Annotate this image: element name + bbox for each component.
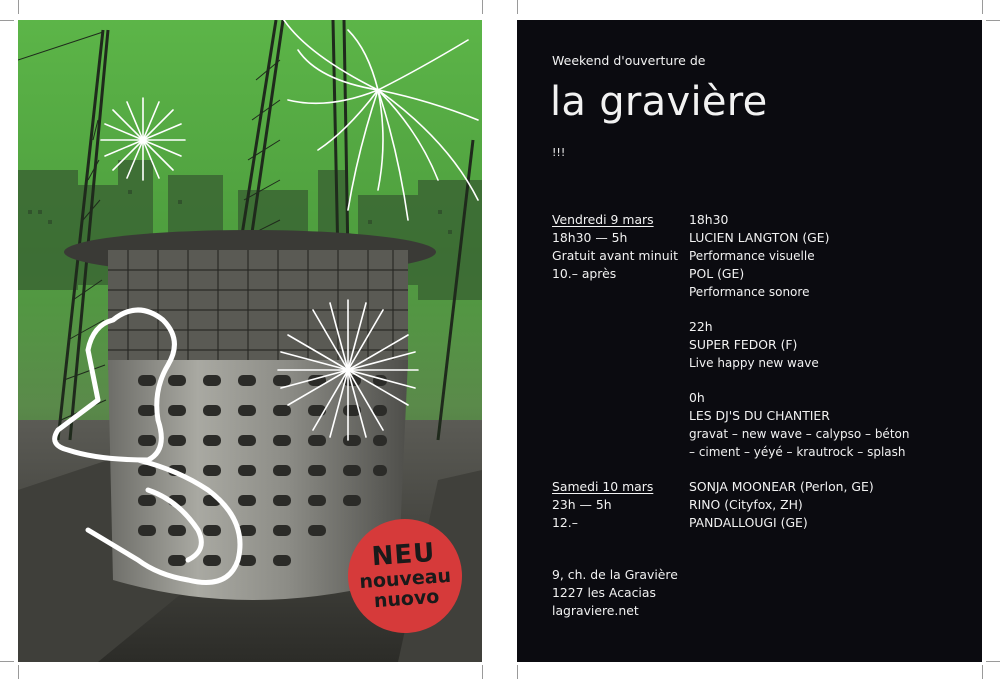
friday-act-djs: LES DJ'S DU CHANTIER [689,408,830,423]
flyer-title: la gravière [550,79,768,125]
crop-mark [517,665,518,679]
poster-image [18,20,482,662]
friday-price-after: 10.– après [552,266,617,281]
friday-price-free: Gratuit avant minuit [552,248,678,263]
crop-mark [0,661,14,662]
friday-slot-0h: 0h [689,390,705,405]
flyer-exclaim: !!! [552,146,566,159]
badge-line-nuovo: nuovo [373,585,441,612]
crop-mark [982,0,983,14]
friday-act-lucien-langton: LUCIEN LANGTON (GE) [689,230,830,245]
saturday-act-sonja-moonear: SONJA MOONEAR (Perlon, GE) [689,479,874,494]
crop-mark [517,0,518,14]
friday-hours: 18h30 — 5h [552,230,628,245]
saturday-hours: 23h — 5h [552,497,612,512]
badge-line-nouveau: nouveau [358,564,452,593]
crop-mark [986,20,1000,21]
address-street: 9, ch. de la Gravière [552,567,678,582]
website-link[interactable]: lagraviere.net [552,603,639,618]
friday-date: Vendredi 9 mars [552,212,654,227]
crop-mark [482,665,483,679]
crop-mark [482,0,483,14]
friday-act-lucien-desc: Performance visuelle [689,249,815,263]
address-city: 1227 les Acacias [552,585,656,600]
saturday-date: Samedi 10 mars [552,479,654,494]
friday-act-pol: POL (GE) [689,266,745,281]
friday-act-djs-genres-2: – ciment – yéyé – krautrock – splash [689,445,906,459]
crop-mark [18,0,19,14]
friday-slot-1830: 18h30 [689,212,729,227]
friday-act-super-fedor: SUPER FEDOR (F) [689,337,798,352]
friday-act-pol-desc: Performance sonore [689,285,810,299]
crop-mark [982,665,983,679]
crop-mark [986,661,1000,662]
crop-mark [18,665,19,679]
friday-act-super-fedor-desc: Live happy new wave [689,356,819,370]
crop-mark [0,20,14,21]
flyer-subtitle: Weekend d'ouverture de [552,53,706,68]
saturday-act-rino: RINO (Cityfox, ZH) [689,497,803,512]
saturday-price: 12.– [552,515,578,530]
saturday-act-pandallougi: PANDALLOUGI (GE) [689,515,808,530]
friday-slot-22h: 22h [689,319,713,334]
program-panel [517,20,982,662]
badge-line-neu: NEU [370,538,437,573]
friday-act-djs-genres-1: gravat – new wave – calypso – béton [689,427,910,441]
